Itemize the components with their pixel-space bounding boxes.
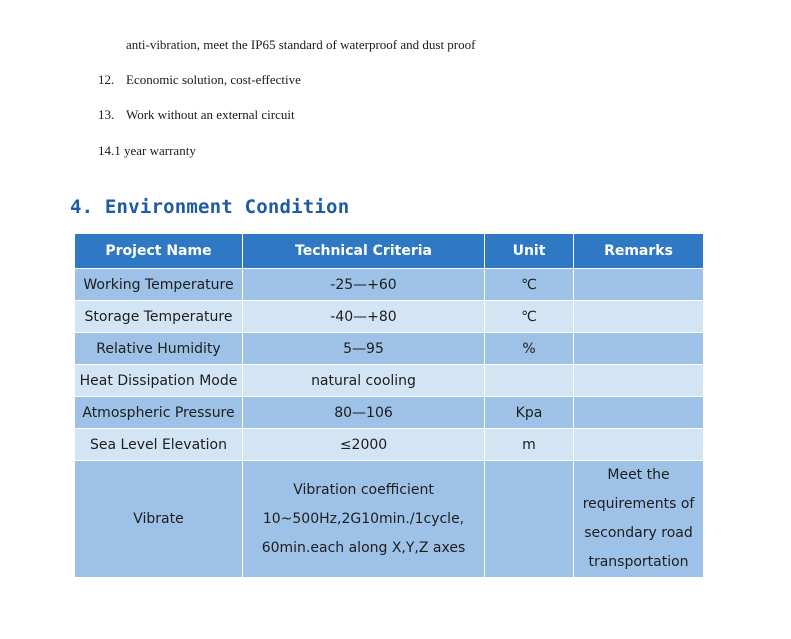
feature-text: anti-vibration, meet the IP65 standard of waterproof and dust proof (126, 37, 476, 52)
unit-cell: ℃ (485, 301, 574, 333)
section-heading: 4. Environment Condition (70, 196, 350, 218)
criteria-cell: ≤2000 (243, 429, 485, 461)
remarks-cell (574, 365, 704, 397)
table-row (75, 269, 704, 301)
criteria-cell: 80—106 (243, 397, 485, 429)
environment-table (74, 233, 704, 578)
unit-cell: Kpa (485, 397, 574, 429)
remarks-line: requirements of (582, 496, 695, 512)
criteria-cell: -40—+80 (243, 301, 485, 333)
feature-item-12 (98, 72, 301, 88)
project-name-cell: Heat Dissipation Mode (75, 365, 243, 397)
unit-cell: ℃ (485, 269, 574, 301)
feature-text: Economic solution, cost-effective (126, 72, 301, 87)
project-name-cell: Storage Temperature (75, 301, 243, 333)
remarks-cell (574, 333, 704, 365)
criteria-line: 60min.each along X,Y,Z axes (261, 539, 466, 556)
criteria-cell: 5—95 (243, 333, 485, 365)
criteria-cell: natural cooling (243, 365, 485, 397)
table-row (75, 301, 704, 333)
unit-cell (485, 365, 574, 397)
feature-text: 14.1 year warranty (98, 143, 196, 158)
criteria-line: Vibration coefficient (293, 481, 434, 498)
criteria-cell: -25—+60 (243, 269, 485, 301)
table-row (75, 397, 704, 429)
column-header-project-name: Project Name (75, 234, 243, 269)
feature-text: Work without an external circuit (126, 107, 295, 122)
remarks-line: transportation (588, 554, 689, 570)
table-row (75, 333, 704, 365)
remarks-cell (574, 461, 704, 578)
project-name-cell: Vibrate (75, 461, 243, 578)
column-header-unit: Unit (485, 234, 574, 269)
remarks-cell (574, 429, 704, 461)
table-row (75, 429, 704, 461)
unit-cell: m (485, 429, 574, 461)
table-header-row (75, 234, 704, 269)
remarks-cell (574, 269, 704, 301)
project-name-cell: Working Temperature (75, 269, 243, 301)
table-row (75, 365, 704, 397)
feature-number: 12. (98, 72, 115, 87)
criteria-cell (243, 461, 485, 578)
project-name-cell: Relative Humidity (75, 333, 243, 365)
feature-item-14 (98, 143, 196, 159)
project-name-cell: Atmospheric Pressure (75, 397, 243, 429)
remarks-line: Meet the (607, 467, 670, 483)
unit-cell: % (485, 333, 574, 365)
remarks-line: secondary road (584, 525, 693, 541)
remarks-cell (574, 301, 704, 333)
feature-number: 13. (98, 107, 115, 122)
project-name-cell: Sea Level Elevation (75, 429, 243, 461)
feature-item-13 (98, 107, 295, 123)
remarks-cell (574, 397, 704, 429)
unit-cell (485, 461, 574, 578)
column-header-remarks: Remarks (574, 234, 704, 269)
table-row-vibrate (75, 461, 704, 578)
column-header-technical-criteria: Technical Criteria (243, 234, 485, 269)
feature-line-continuation (126, 37, 475, 53)
criteria-line: 10~500Hz,2G10min./1cycle, (262, 510, 465, 527)
